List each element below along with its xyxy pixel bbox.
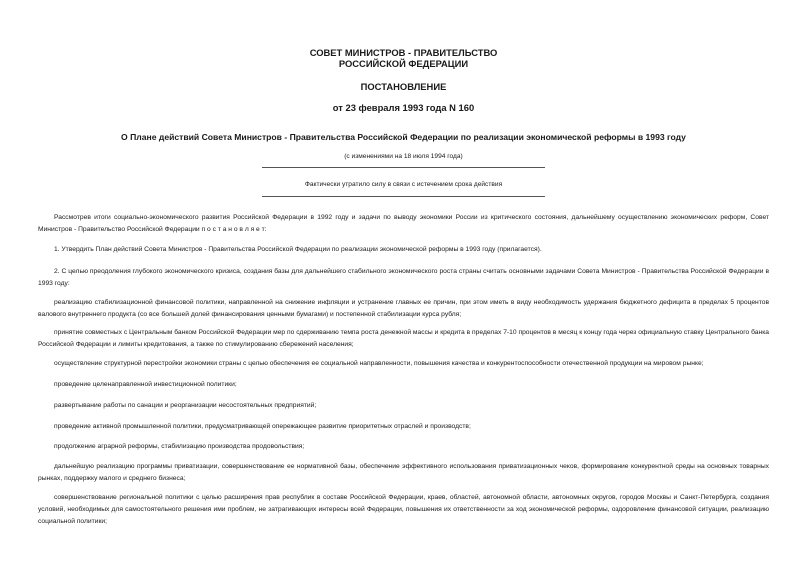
issuer-line-1: СОВЕТ МИНИСТРОВ - ПРАВИТЕЛЬСТВО bbox=[309, 47, 498, 58]
task-regional-policy: совершенствование региональной политики с целью расширения прав республик в составе Российской Федерации, краев, областей, автономной области, автономных округов, городов Москвы и Санкт-Петербурга, создания условий, необходимых для самостоятельного решения ими проблем, не затрагивающих интересы всей Федерации, повышения их ответственности за ход экономической реформы, оздоровление финансовой ситуации, реализацию социальной политики; bbox=[38, 494, 769, 525]
divider-top bbox=[262, 167, 545, 168]
task-structural-reform: осуществление структурной перестройки экономики страны с целью обеспечения ее социальной направленности, повышения качества и конкурентоспособности отечественной продукции на мировом рынке; bbox=[54, 360, 704, 367]
divider-bottom bbox=[262, 196, 545, 197]
status-note: Фактически утратило силу в связи с истечением срока действия bbox=[304, 181, 503, 188]
task-privatization: дальнейшую реализацию программы приватизации, совершенствование ее нормативной базы, обеспечение эффективного использования приватизационных чеков, формирование конкурентной среды на основных товарных рынках, поддержку малого и среднего бизнеса; bbox=[38, 463, 769, 482]
task-agrarian-reform: продолжение аграрной реформы, стабилизацию производства продовольствия; bbox=[54, 443, 305, 450]
task-financial-policy: реализацию стабилизационной финансовой политики, направленной на снижение инфляции и устранение главных ее причин, при этом иметь в виду необходимость удержания бюджетного дефицита в пределах 5 процентов валового внутреннего продукта (со все большей долей финансирования ценными бумагами) и постепенной стабилизации курса рубля; bbox=[38, 299, 769, 318]
document-title: О Плане действий Совета Министров - Правительства Российской Федерации по реализации экономической реформы в 1993 году bbox=[121, 132, 686, 142]
document-date: от 23 февраля 1993 года N 160 bbox=[332, 102, 475, 113]
task-industrial-policy: проведение активной промышленной политики, предусматривающей опережающее развитие приоритетных отраслей и производств; bbox=[54, 423, 471, 430]
task-investment-policy: проведение целенаправленной инвестиционной политики; bbox=[54, 381, 237, 388]
clause-1-paragraph: 1. Утвердить План действий Совета Министров - Правительства Российской Федерации по реализации экономической реформы в 1993 году (прилагается). bbox=[54, 246, 542, 253]
preamble-paragraph: Рассмотрев итоги социально-экономического развития Российской Федерации в 1992 году и задачи по выводу экономики России из критического состояния, дальнейшему осуществлению экономических реформ, Совет Министров - Правительство Российской Федерации п о с т а н о в л я е т: bbox=[38, 214, 769, 233]
issuer-line-2: РОССИЙСКОЙ ФЕДЕРАЦИИ bbox=[338, 58, 469, 69]
document-type: ПОСТАНОВЛЕНИЕ bbox=[360, 81, 447, 92]
clause-2-paragraph: 2. С целью преодоления глубокого экономического кризиса, создания базы для дальнейшего стабильного экономического роста страны считать основными задачами Совета Министров - Правительства Российской Федерации в 1993 году: bbox=[38, 268, 769, 287]
task-enterprise-sanation: развертывание работы по санации и реорганизации несостоятельных предприятий; bbox=[54, 402, 317, 409]
amendment-note: (с изменениями на 18 июля 1994 года) bbox=[344, 153, 463, 160]
task-monetary-policy: принятие совместных с Центральным банком Российской Федерации мер по сдерживанию темпа роста денежной массы и кредита в пределах 7-10 процентов в месяц к концу года через официальную ставку Центрального банка Российской Федерации и лимиты кредитования, а также по стимулированию сбережений населения; bbox=[38, 329, 769, 348]
